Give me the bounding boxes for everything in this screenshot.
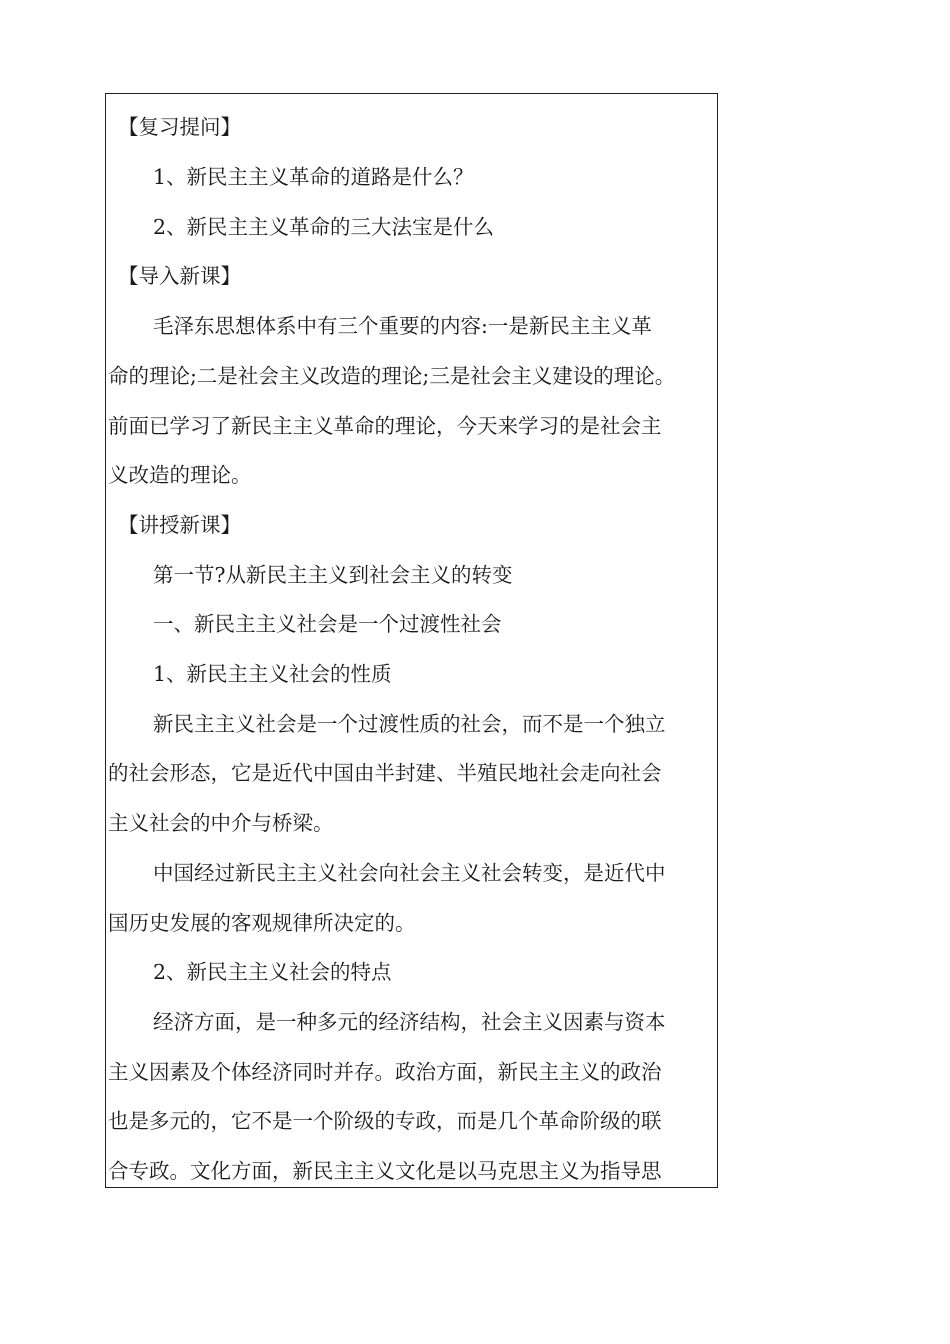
section-title: 第一节?从新民主主义到社会主义的转变 xyxy=(153,563,513,587)
paragraph-line: 经济方面，是一种多元的经济结构，社会主义因素与资本 xyxy=(153,1010,666,1034)
paragraph-line: 义改造的理论。 xyxy=(108,463,252,487)
paragraph-line: 的社会形态，它是近代中国由半封建、半殖民地社会走向社会 xyxy=(108,761,662,785)
heading-introduction: 【导入新课】 xyxy=(118,264,241,288)
paragraph-line: 毛泽东思想体系中有三个重要的内容:一是新民主主义革 xyxy=(153,314,652,338)
subsection-title: 一、新民主主义社会是一个过渡性社会 xyxy=(153,612,502,636)
subsection-item-title: 2、新民主主义社会的特点 xyxy=(153,960,392,984)
subsection-item-title: 1、新民主主义社会的性质 xyxy=(153,662,392,686)
heading-new-lesson: 【讲授新课】 xyxy=(118,513,241,537)
review-question-1: 1、新民主主义革命的道路是什么？ xyxy=(153,165,474,189)
paragraph-line: 中国经过新民主主义社会向社会主义社会转变，是近代中 xyxy=(153,861,666,885)
paragraph-line: 国历史发展的客观规律所决定的。 xyxy=(108,911,416,935)
paragraph-line: 命的理论;二是社会主义改造的理论;三是社会主义建设的理论。 xyxy=(108,364,676,388)
review-question-2: 2、新民主主义革命的三大法宝是什么 xyxy=(153,215,495,239)
heading-review-questions: 【复习提问】 xyxy=(118,115,241,139)
paragraph-line: 新民主主义社会是一个过渡性质的社会，而不是一个独立 xyxy=(153,712,666,736)
paragraph-line: 前面已学习了新民主主义革命的理论，今天来学习的是社会主 xyxy=(108,414,662,438)
paragraph-line: 合专政。文化方面，新民主主义文化是以马克思主义为指导思 xyxy=(108,1159,662,1183)
document-frame xyxy=(105,93,718,1188)
paragraph-line: 也是多元的，它不是一个阶级的专政，而是几个革命阶级的联 xyxy=(108,1109,662,1133)
paragraph-line: 主义社会的中介与桥梁。 xyxy=(108,811,334,835)
paragraph-line: 主义因素及个体经济同时并存。政治方面，新民主主义的政治 xyxy=(108,1060,662,1084)
